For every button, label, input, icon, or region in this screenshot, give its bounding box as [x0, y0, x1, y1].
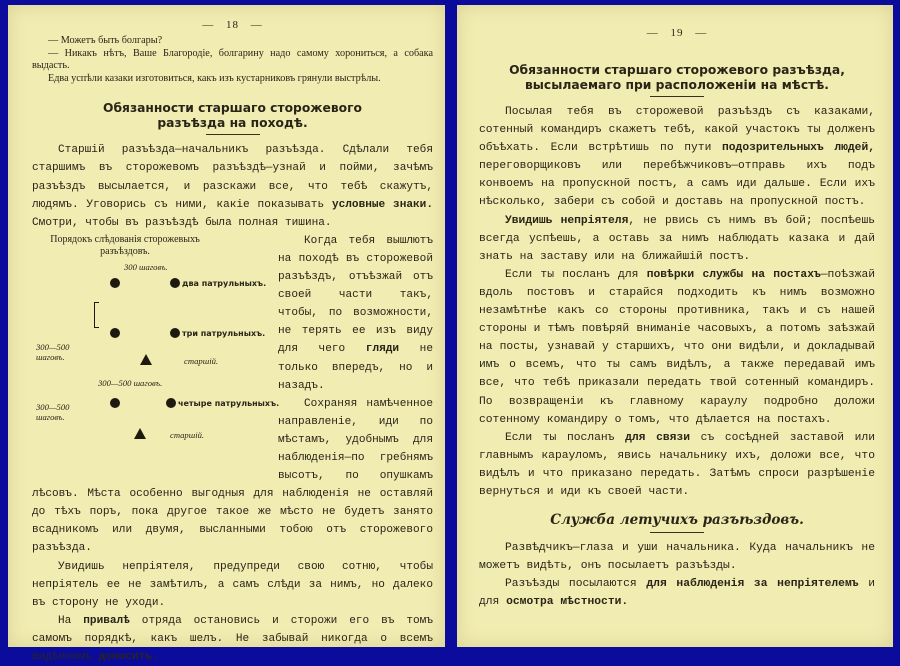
- paragraph: Разъѣзды посылаются для наблюденія за непріятелемъ и для осмотра мѣстности.: [479, 577, 875, 608]
- paragraph: Едва успѣли казаки изготовиться, какъ изъ кустарниковъ грянули выстрѣлы.: [48, 72, 381, 84]
- paragraph: Увидишь непріятеля, предупреди свою сотню, чтобы непріятель ее не замѣтилъ, а самъ слѣди за нимъ, но далеко въ сторону не уходи.: [32, 560, 433, 609]
- divider: [206, 134, 260, 135]
- right-page: [457, 5, 893, 647]
- patrol-label: четыре патрульныхъ.: [178, 398, 280, 408]
- patrol-dot: [170, 328, 180, 338]
- leader-marker: [140, 354, 152, 365]
- paragraph: Когда тебя вышлютъ на походѣ въ сторожевой разъѣздъ, отъѣзжай отъ своей части такъ, чтобы, по возможности, не терять ее изъ виду для чего гляди не только впередъ, но и назадъ.: [278, 234, 433, 392]
- page-number: — 19 —: [646, 27, 708, 39]
- paragraph: Старшій разъѣзда—начальникъ разъѣзда. Сдѣлали тебя старшимъ въ сторожевомъ разъѣздѣ—узнай и пойми, зачѣмъ разъѣздъ высылается, и разскажи все, что тебѣ скажутъ, людямъ. Уговорись съ ними, какіе показывать условные знаки. Смотри, чтобы въ разъѣздѣ была полная тишина.: [32, 144, 433, 229]
- page-number: — 18 —: [202, 19, 263, 31]
- paragraph: На привалѣ отряда остановись и сторожи его въ томъ самомъ порядкѣ, какъ шелъ. Не забывай никогда о всемъ видѣнномъ доносить.: [32, 614, 433, 663]
- diagram-caption: Порядокъ слѣдованія сторожевыхъ разъѣздовъ.: [50, 233, 200, 257]
- leader-label: старшій.: [170, 429, 205, 440]
- leader-marker: [134, 428, 146, 439]
- paragraph: Развѣдчикъ—глаза и уши начальника. Куда начальникъ не можетъ видѣть, онъ посылаетъ разъѣзды.: [479, 541, 875, 572]
- patrol-dot: [110, 398, 120, 408]
- distance-label: 300 шаговъ.: [124, 261, 168, 272]
- section-heading-2: Служба летучихъ разъѣздовъ.: [550, 512, 804, 529]
- left-page: [8, 5, 445, 663]
- leader-label: старшій.: [184, 355, 219, 366]
- paragraph: Посылая тебя въ сторожевой разъѣздъ съ казаками, сотенный командиръ скажетъ тебѣ, какой участокъ ты долженъ объѣхать. Если встрѣтишь по пути подозрительныхъ людей, переговорщиковъ или перебѣжчиковъ—отправь ихъ подъ конвоемъ на пропускной постъ, а самъ иди дальше. Если ихъ нѣсколько, забери съ собой и доставь на пропускной постъ.: [479, 106, 875, 209]
- paragraph: Если ты посланъ для повѣрки службы на постахъ—поѣзжай вдоль постовъ и старайся подходить къ нимъ возможно незамѣтнѣе какъ со стороны противника, такъ и съ нашей стороны и тѣмъ повѣряй вниманіе часовыхъ, а потомъ заѣзжай на посты, узнавай у старшихъ, что они видѣли, и докладывай имъ о всемъ, что ты самъ видѣлъ, а также передавай имъ все, что тебѣ приказали передать твой сотенный командиръ. По возвращеніи къ главному караулу подробно доложи сотенному командиру о томъ, что дѣлается на постахъ.: [479, 268, 875, 426]
- paragraph: Если ты посланъ для связи съ сосѣдней заставой или главнымъ карауломъ, явись начальнику ихъ, доложи все, что видѣлъ и что приказано передать. Затѣмъ спроси разрѣшеніе вернуться и иди къ своей части.: [479, 431, 876, 498]
- patrol-dot: [166, 398, 176, 408]
- paragraph: Увидишь непріятеля, не рвись съ нимъ въ бой; поспѣешь всегда успѣешь, а оставь за нимъ наблюдать казака и дай знать на заставу или на ближайшій постъ.: [479, 214, 875, 263]
- patrol-label: три патрульныхъ.: [182, 328, 266, 338]
- section-heading: Обязанности старшаго сторожевого разъѣзда, высылаемаго при расположеніи на мѣстѣ.: [509, 63, 845, 92]
- patrol-label: два патрульныхъ.: [182, 278, 267, 288]
- divider: [650, 532, 704, 533]
- convoy-diagram: [32, 232, 278, 468]
- patrol-dot: [170, 278, 180, 288]
- dialog-line: — Можетъ быть болгары?: [48, 35, 163, 46]
- dialog-line: — Никакъ нѣтъ, Ваше Благородіе, болгарину надо самому хорониться, а собака выдасть.: [32, 47, 433, 72]
- paragraph: Сохраняя намѣченное направленіе, иди по мѣстамъ, удобнымъ для наблюденія—по гребнямъ высотъ, по опушкамъ лѣсовъ. Мѣста особенно выгодныя для наблюденія не оставляй до тѣхъ поръ, пока другое такое же мѣсто не будетъ занято всадникомъ или двумя, высланными тобою отъ сторожевого разъѣзда.: [32, 397, 433, 555]
- divider: [650, 96, 704, 97]
- patrol-dot: [110, 278, 120, 288]
- distance-label: 300—500 шаговъ.: [36, 341, 70, 362]
- bracket: [94, 302, 99, 328]
- distance-label: 300—500 шаговъ.: [98, 377, 163, 388]
- patrol-dot: [110, 328, 120, 338]
- distance-label: 300—500 шаговъ.: [36, 401, 70, 422]
- section-heading: Обязанности старшаго сторожевого разъѣзда на походѣ.: [103, 101, 362, 130]
